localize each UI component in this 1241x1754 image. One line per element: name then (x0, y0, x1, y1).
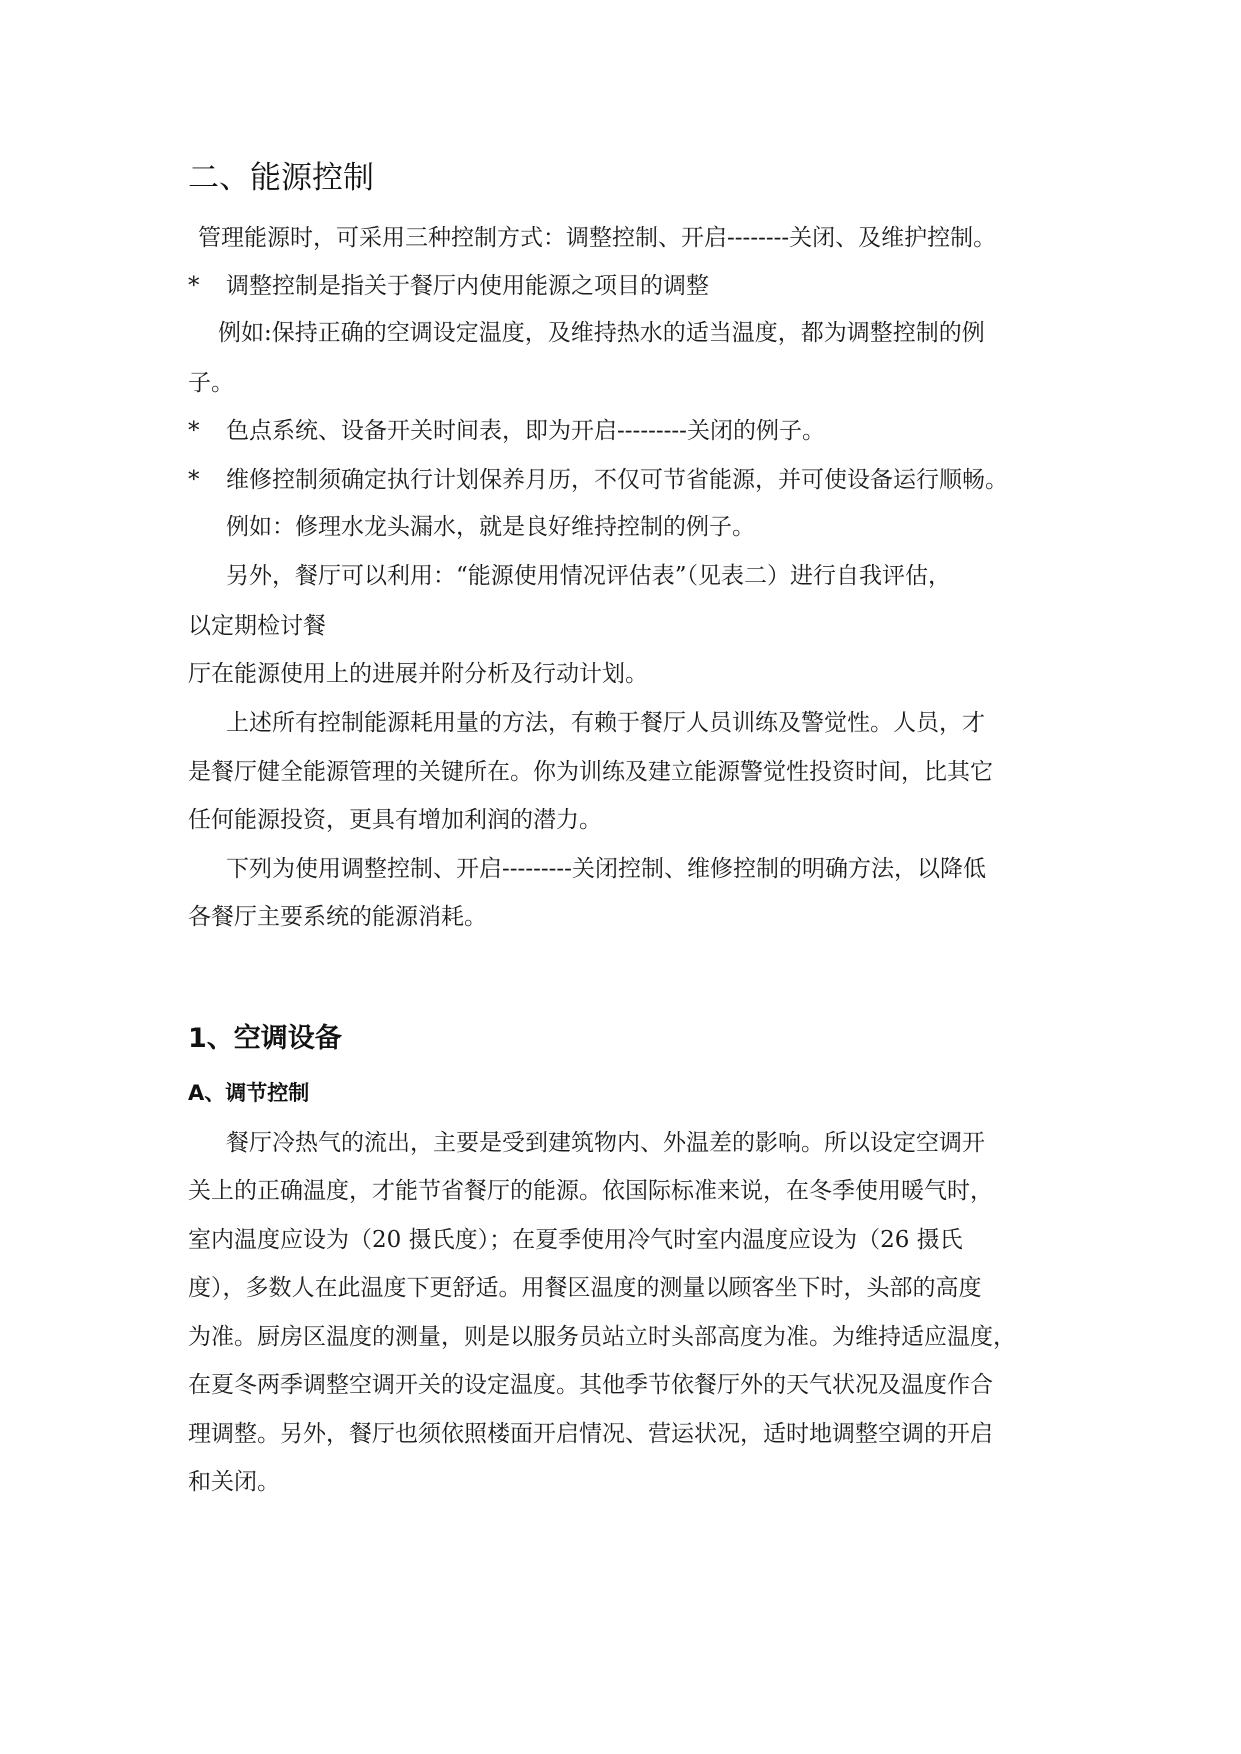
bullet-marker: * (188, 418, 200, 444)
ac-paragraph-line: 餐厅冷热气的流出，主要是受到建筑物内、外温差的影响。所以设定空调开 (226, 1130, 985, 1156)
example-adjust-line: 例如:保持正确的空调设定温度，及维持热水的适当温度，都为调整控制的例 (218, 320, 985, 346)
example-adjust-line: 子。 (188, 370, 234, 396)
bullet-onoff-control: 色点系统、设备开关时间表，即为开启---------关闭的例子。 (226, 418, 825, 444)
paragraph-methods-line: 各餐厅主要系统的能源消耗。 (188, 904, 487, 930)
paragraph-evaluation-line: 以定期检讨餐 (188, 613, 326, 639)
intro-paragraph: 管理能源时，可采用三种控制方式：调整控制、开启--------关闭、及维护控制。 (198, 225, 997, 251)
ac-paragraph-line: 室内温度应设为（20 摄氏度）；在夏季使用冷气时室内温度应设为（26 摄氏 (188, 1227, 963, 1253)
paragraph-methods-line: 下列为使用调整控制、开启---------关闭控制、维修控制的明确方法，以降低 (226, 856, 986, 882)
ac-paragraph-line: 度），多数人在此温度下更舒适。用餐区温度的测量以顾客坐下时，头部的高度 (188, 1275, 982, 1301)
bullet-marker: * (188, 467, 200, 493)
example-maintenance: 例如：修理水龙头漏水，就是良好维持控制的例子。 (226, 514, 755, 540)
paragraph-people-line: 上述所有控制能源耗用量的方法，有赖于餐厅人员训练及警觉性。人员，才 (226, 710, 985, 736)
paragraph-evaluation-line: 另外，餐厅可以利用：“能源使用情况评估表”（见表二）进行自我评估， (226, 563, 952, 589)
subsubsection-title: A、调节控制 (188, 1081, 310, 1105)
bullet-marker: * (188, 273, 200, 299)
section-title: 二、能源控制 (188, 160, 374, 196)
ac-paragraph-line: 在夏冬两季调整空调开关的设定温度。其他季节依餐厅外的天气状况及温度作合 (188, 1372, 993, 1398)
paragraph-people-line: 是餐厅健全能源管理的关键所在。你为训练及建立能源警觉性投资时间，比其它 (188, 759, 993, 785)
ac-paragraph-line: 和关闭。 (188, 1469, 280, 1495)
bullet-maintenance-control: 维修控制须确定执行计划保养月历，不仅可节省能源，并可使设备运行顺畅。 (226, 467, 1008, 493)
ac-paragraph-line: 关上的正确温度，才能节省餐厅的能源。依国际标准来说，在冬季使用暖气时， (188, 1178, 993, 1204)
subsection-title: 1、空调设备 (188, 1023, 342, 1054)
paragraph-people-line: 任何能源投资，更具有增加利润的潜力。 (188, 807, 602, 833)
ac-paragraph-line: 为准。厨房区温度的测量，则是以服务员站立时头部高度为准。为维持适应温度， (188, 1324, 1016, 1350)
ac-paragraph-line: 理调整。另外，餐厅也须依照楼面开启情况、营运状况，适时地调整空调的开启 (188, 1421, 993, 1447)
bullet-adjust-control: 调整控制是指关于餐厅内使用能源之项目的调整 (226, 273, 709, 299)
paragraph-evaluation-line: 厅在能源使用上的进展并附分析及行动计划。 (188, 661, 648, 687)
